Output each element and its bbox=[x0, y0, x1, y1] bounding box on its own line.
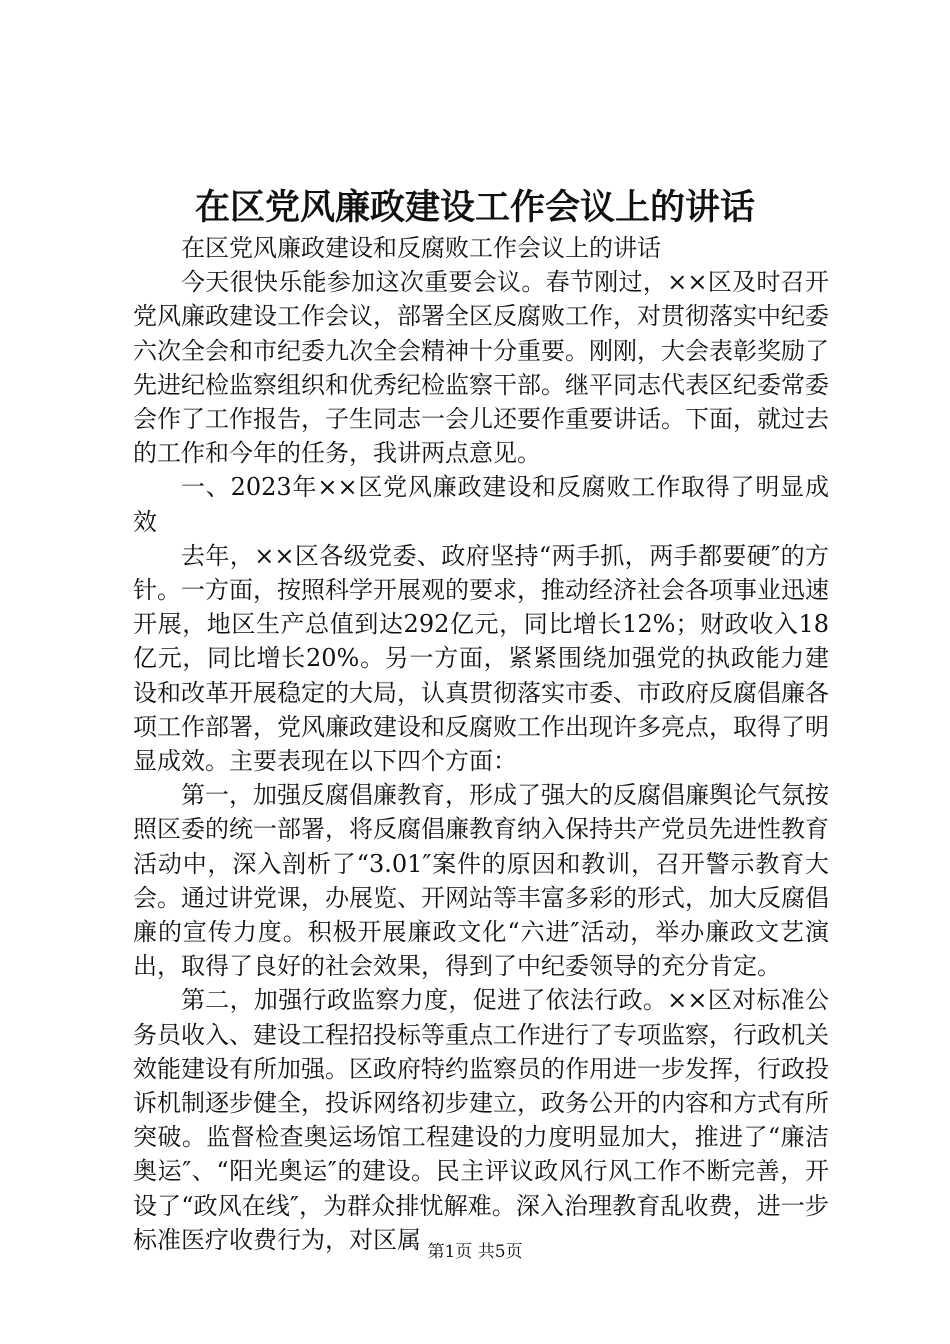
document-body bbox=[133, 231, 829, 1257]
section-heading: 一、2023年××区党风廉政建设和反腐败工作取得了明显成效 bbox=[133, 473, 829, 536]
document-title: 在区党风廉政建设工作会议上的讲话 bbox=[194, 188, 755, 228]
page-number-footer: 第1页 共5页 bbox=[427, 1242, 523, 1262]
intro-paragraph: 今天很快乐能参加这次重要会议。春节刚过，××区及时召开党风廉政建设工作会议，部署全区反腐败工作，对贯彻落实中纪委六次全会和市纪委九次全会精神十分重要。刚刚，大会表彰奖励了先进纪检监察组织和优秀纪检监察干部。继平同志代表区纪委常委会作了工作报告，子生同志一会儿还要作重要讲话。下面，就过去的工作和今年的任务，我讲两点意见。 bbox=[133, 268, 829, 468]
subtitle-paragraph: 在区党风廉政建设和反腐败工作会议上的讲话 bbox=[181, 234, 661, 262]
body-paragraph: 第二，加强行政监察力度，促进了依法行政。××区对标准公务员收入、建设工程招投标等重点工作进行了专项监察，行政机关效能建设有所加强。区政府特约监察员的作用进一步发挥，行政投诉机制逐步健全，投诉网络初步建立，政务公开的内容和方式有所突破。监督检查奥运场馆工程建设的力度明显加大，推进了“廉洁奥运″、“阳光奥运″的建设。民主评议政风行风工作不断完善，开设了“政风在线″，为群众排忧解难。深入治理教育乱收费，进一步标准医疗收费行为，对区属 bbox=[133, 986, 829, 1254]
body-paragraph: 第一，加强反腐倡廉教育，形成了强大的反腐倡廉舆论气氛按照区委的统一部署，将反腐倡廉教育纳入保持共产党员先进性教育活动中，深入剖析了“3.01″案件的原因和教训，召开警示教育大会。通过讲党课，办展览、开网站等丰富多彩的形式，加大反腐倡廉的宣传力度。积极开展廉政文化“六进″活动，举办廉政文艺演出，取得了良好的社会效果，得到了中纪委领导的充分肯定。 bbox=[133, 781, 829, 981]
body-paragraph: 去年，××区各级党委、政府坚持“两手抓，两手都要硬″的方针。一方面，按照科学开展观的要求，推动经济社会各项事业迅速开展，地区生产总值到达292亿元，同比增长12%；财政收入18亿元，同比增长20%。另一方面，紧紧围绕加强党的执政能力建设和改革开展稳定的大局，认真贯彻落实市委、市政府反腐倡廉各项工作部署，党风廉政建设和反腐败工作出现许多亮点，取得了明显成效。主要表现在以下四个方面： bbox=[133, 541, 829, 776]
